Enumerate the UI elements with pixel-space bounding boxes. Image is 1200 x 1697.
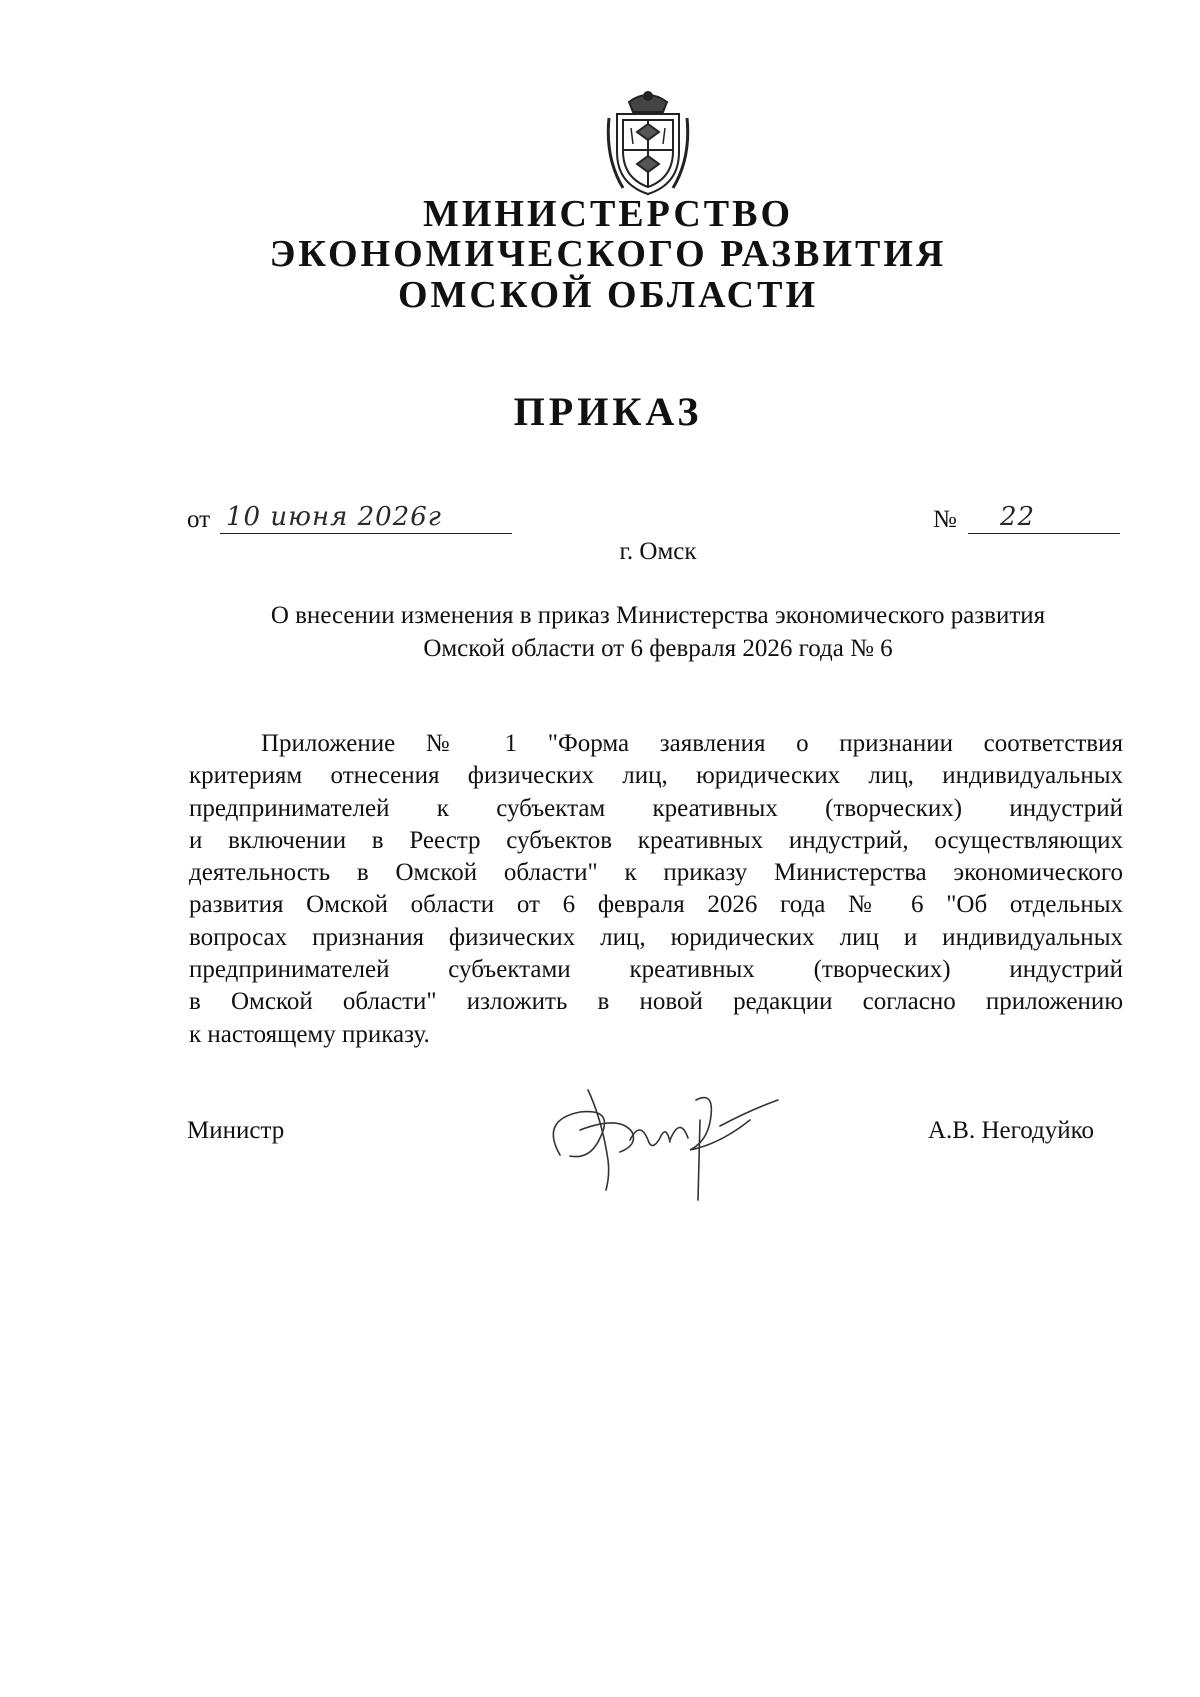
body-line: деятельность в Омской области" к приказу Министерства экономического [189, 859, 1123, 887]
city-label: г. Омск [619, 538, 697, 565]
number-value: 22 [1000, 502, 1036, 532]
body-line: предпринимателей субъектами креативных (творческих) индустрий [189, 956, 1123, 984]
date-underline [220, 533, 512, 534]
signatory-role: Министр [187, 1117, 285, 1144]
organization-line-1: МИНИСТЕРСТВО [422, 193, 794, 235]
number-underline [968, 533, 1120, 534]
organization-line-2: ЭКОНОМИЧЕСКОГО РАЗВИТИЯ [269, 233, 947, 275]
body-line: развития Омской области от 6 февраля 2026 года № 6 "Об отдельных [189, 891, 1123, 919]
body-line-text: Приложение № 1 "Форма заявления о признании соответствия [261, 730, 1123, 757]
coat-of-arms-icon [603, 88, 693, 198]
body-line: и включении в Реестр субъектов креативных индустрий, осуществляющих [189, 826, 1123, 854]
date-value: 10 июня 2026г [226, 502, 442, 532]
body-line: в Омской области" изложить в новой редакции согласно приложению [189, 988, 1123, 1016]
body-line: критериям отнесения физических лиц, юридических лиц, индивидуальных [189, 762, 1123, 790]
body-line: предпринимателей к субъектам креативных (творческих) индустрий [189, 794, 1123, 822]
number-label: № [933, 506, 957, 533]
body-line: к настоящему приказу. [189, 1020, 430, 1048]
body-line [189, 728, 1123, 760]
subject-line-2: Омской области от 6 февраля 2026 года № 6 [423, 635, 893, 662]
organization-line-3: ОМСКОЙ ОБЛАСТИ [397, 274, 819, 316]
subject-line-1: О внесении изменения в приказ Министерства экономического развития [270, 602, 1046, 629]
document-type-title: ПРИКАЗ [513, 389, 703, 434]
body-line: вопросах признания физических лиц, юридических лиц и индивидуальных [189, 923, 1123, 951]
signatory-name: А.В. Негодуйко [928, 1117, 1095, 1144]
handwritten-signature [520, 1060, 790, 1210]
date-label: от [187, 506, 211, 533]
body-paragraph [189, 728, 1123, 1051]
